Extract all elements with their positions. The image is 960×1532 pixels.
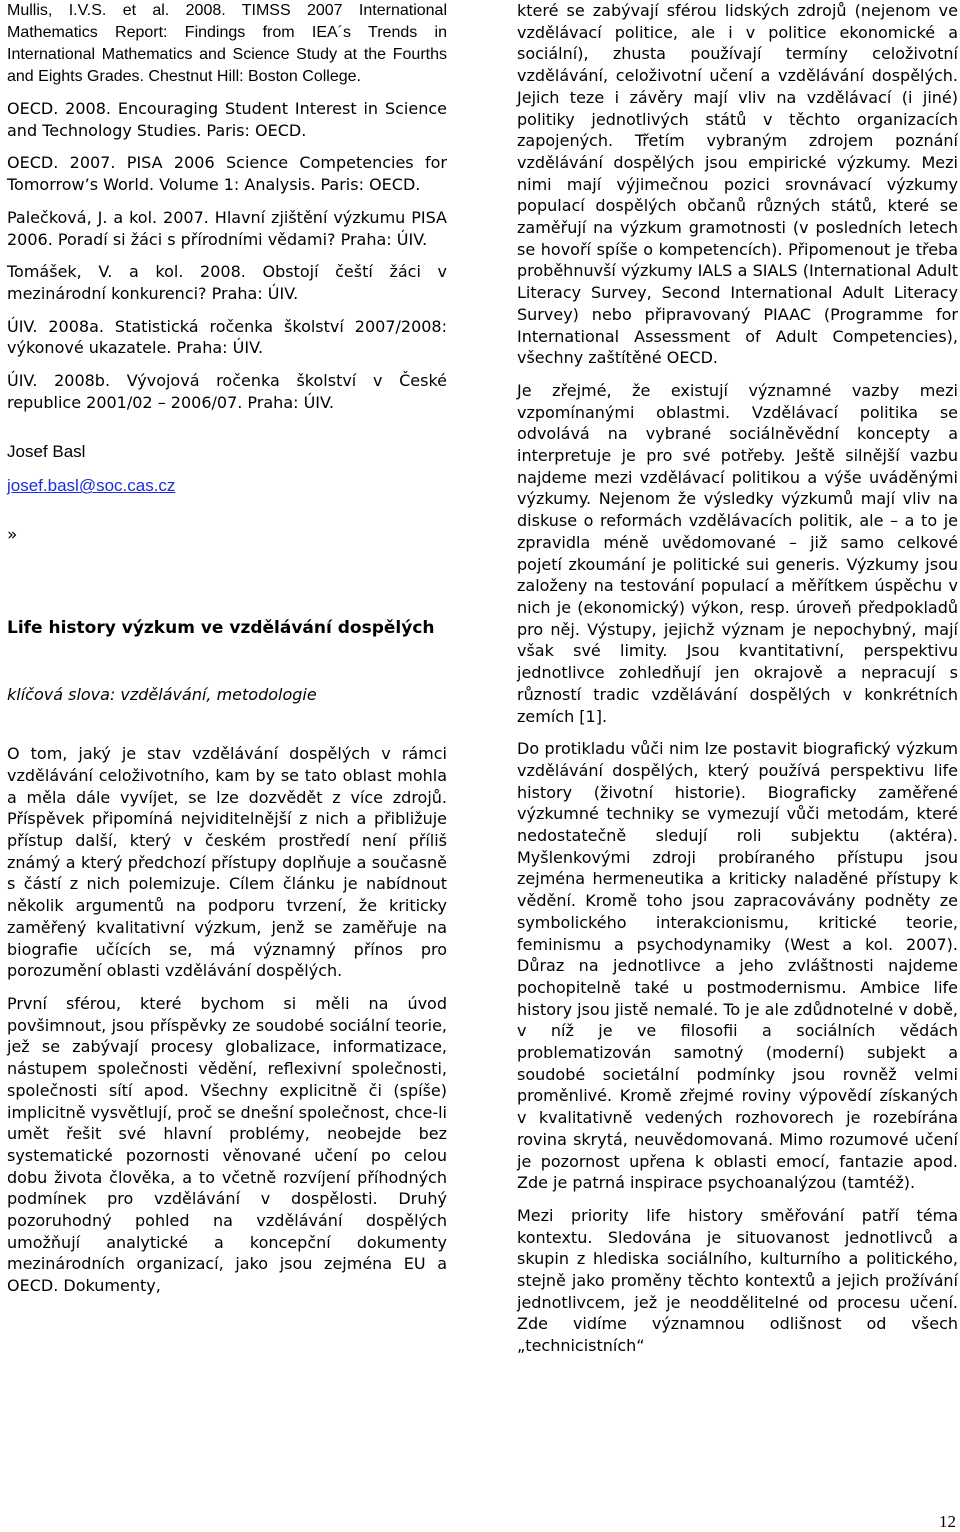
reference-paleckova: Palečková, J. a kol. 2007. Hlavní zjištění výzkumu PISA 2006. Poradí si žáci s přírodními vědami? Praha: ÚIV. (7, 207, 447, 249)
left-column (7, 0, 447, 1308)
article-paragraph-1-right: které se zabývají sférou lidských zdrojů (nejenom ve vzdělávací politice, ale i v politice ekonomické a sociální), zhusta používají termíny celoživotní vzdělávání, celoživotní učení a vzdělávání dospělých. Jejich teze i závěry mají vliv na vzdělávací (i jiné) politiky jednotlivých států v těchto organizacích zapojených. Třetím vybraným zdrojem poznání vzdělávání dospělých jsou empirické výzkumy. Mezi nimi mají výjimečnou pozici srovnávací výzkumy populací dospělých občanů různých států, které se zaměřují na výzkum gramotnosti (v posledních letech se hovoří spíše o kompetencích). Připomenout je třeba proběhnuvší výzkumy IALS a SIALS (International Adult Literacy Survey, Second International Adult Literacy Survey) nebo připravovaný PIAAC (Programme for International Assessment of Adult Competencies), všechny zaštítěné OECD. (517, 1, 958, 368)
article-keywords: klíčová slova: vzdělávání, metodologie (7, 684, 317, 704)
reference-mullis: Mullis, I.V.S. et al. 2008. TIMSS 2007 International Mathematics Report: Findings from IEA´s Trends in International Mathematics and Science Study at the Fourths and Eights Grades. Chestnut Hill: Boston College. (7, 2, 447, 85)
reference-uiv-2008a: ÚIV. 2008a. Statistická ročenka školství 2007/2008: výkonové ukazatele. Praha: ÚIV. (7, 316, 447, 358)
reference-oecd-2008: OECD. 2008. Encouraging Student Interest in Science and Technology Studies. Paris: OECD. (7, 99, 447, 140)
article-paragraph-2: Je zřejmé, že existují významné vazby mezi vzpomínanými oblastmi. Vzdělávací politika se odvolává na vybrané sociálněvědní koncepty a interpretuje je pro své potřeby. Ještě silnější vazbu najdeme mezi vzdělávací politikou a výše uváděnými výzkumy. Nejenom že výsledky výzkumů mají vliv na diskuse o reformách vzdělávacích politik, ale – a to je zpravidla méně uvědomované – již samo celkové pojetí zkoumání je politické sui generis. Výzkumy jsou založeny na testování populací a měřítkem úspěchu v nich je (ekonomický) výkon, resp. úroveň předpokladů pro něj. Výstupy, jejichž význam je nepochybný, mají však své limity. Jsou kvantitativní, perspektivu jednotlivce zohledňují jen okrajově a nepracují s růzností tradic vzdělávání dospělých v konkrétních zemích [1]. (517, 380, 958, 726)
article-abstract: O tom, jaký je stav vzdělávání dospělých v rámci vzdělávání celoživotního, kam by se tato oblast mohla a měla dále vyvíjet, se lze dozvědět z více zdrojů. Příspěvek připomíná nejviditelnější z nich a přibližuje přístup další, který v českém prostředí není příliš známý a který předchozí přístupy doplňuje a současně s částí z nich polemizuje. Cílem článku je nabídnout několik argumentů na podporu tvrzení, že kriticky zaměřený kvalitativní výzkum, jenž se zaměřuje na biografie učících se, má významný přínos pro porozumění oblasti vzdělávání dospělých. (7, 744, 447, 981)
article-paragraph-3: Do protikladu vůči nim lze postavit biografický výzkum vzdělávání dospělých, který používá perspektivu life history (životní historie). Biograficky zaměřené výzkumné techniky se vymezují vůči metodám, které nedostatečně sledují roli subjektu (aktéra). Myšlenkovými zdroji probíraného přístupu jsou zejména hermeneutika a kriticky naladěné přístupy k vědění. Kromě toho jsou zapracovávány podněty ze symbolického interakcionismu, kritické teorie, feminismu a psychodynamiky (West a kol. 2007). Důraz na jednotlivce a jeho zvláštnosti najdeme pochopitelně také u postmodernismu. Ambice life history jsou jistě nemalé. To je ale zdůdnotelné v době, v níž je ve filosofii a sociálních vědách problematizován samotný (moderní) subjekt a soudobé societální podmínky jsou rovněž velmi proměnlivé. Kromě zřejmé roviny výpovědí získaných v kvalitativně vedených rozhovorech je rozebírána rovina skrytá, neuvědomovaná. Mimo rozumové učení je pozornost upřena k oblasti emocí, fantazie apod. Zde je patrná inspirace psychoanalýzou (tamtéž). (517, 739, 958, 1193)
section-separator: » (7, 524, 18, 545)
right-column (517, 0, 958, 1368)
author-email-line (7, 475, 447, 497)
author-name: Josef Basl (7, 442, 86, 462)
article-title: Life history výzkum ve vzdělávání dospělých (7, 617, 435, 638)
author-email-link[interactable]: josef.basl@soc.cas.cz (7, 476, 176, 496)
article-paragraph-1-left: První sférou, které bychom si měli na úvod povšimnout, jsou příspěvky ze soudobé sociální teorie, jež se zabývají procesy globalizace, informatizace, nástupem společnosti vědění, reflexivní společnosti, společnosti sítí apod. Všechny explicitně či (spíše) implicitně vysvětlují, proč se dnešní společnost, chce-li umět řešit své hlavní problémy, neobejde bez systematické pozornosti věnované učení po celou dobu života člověka, a to včetně rozvíjení příhodných podmínek pro vzdělávání v dospělosti. Druhý pozoruhodný pohled na vzdělávání dospělých umožňují analytické a koncepční dokumenty mezinárodních organizací, jako jsou zejména EU a OECD. Dokumenty, (7, 993, 447, 1296)
reference-uiv-2008b: ÚIV. 2008b. Vývojová ročenka školství v České republice 2001/02 – 2006/07. Praha: ÚIV. (7, 371, 447, 412)
article-paragraph-4: Mezi priority life history směřování patří téma kontextu. Sledována je situovanost jednotlivců a skupin z hlediska sociálního, kulturního a politického, stejně jako proměny těchto kontextů a jejich prožívání jednotlivcem, jež je neoddělitelné od procesu učení. Zde vidíme významnou odlišnost od všech „technicistních“ (517, 1205, 958, 1356)
reference-tomasek: Tomášek, V. a kol. 2008. Obstojí čeští žáci v mezinárodní konkurenci? Praha: ÚIV. (7, 262, 447, 303)
page-number: 12 (939, 1512, 956, 1531)
reference-oecd-2007: OECD. 2007. PISA 2006 Science Competencies for Tomorrow’s World. Volume 1: Analysis. Paris: OECD. (7, 153, 447, 195)
